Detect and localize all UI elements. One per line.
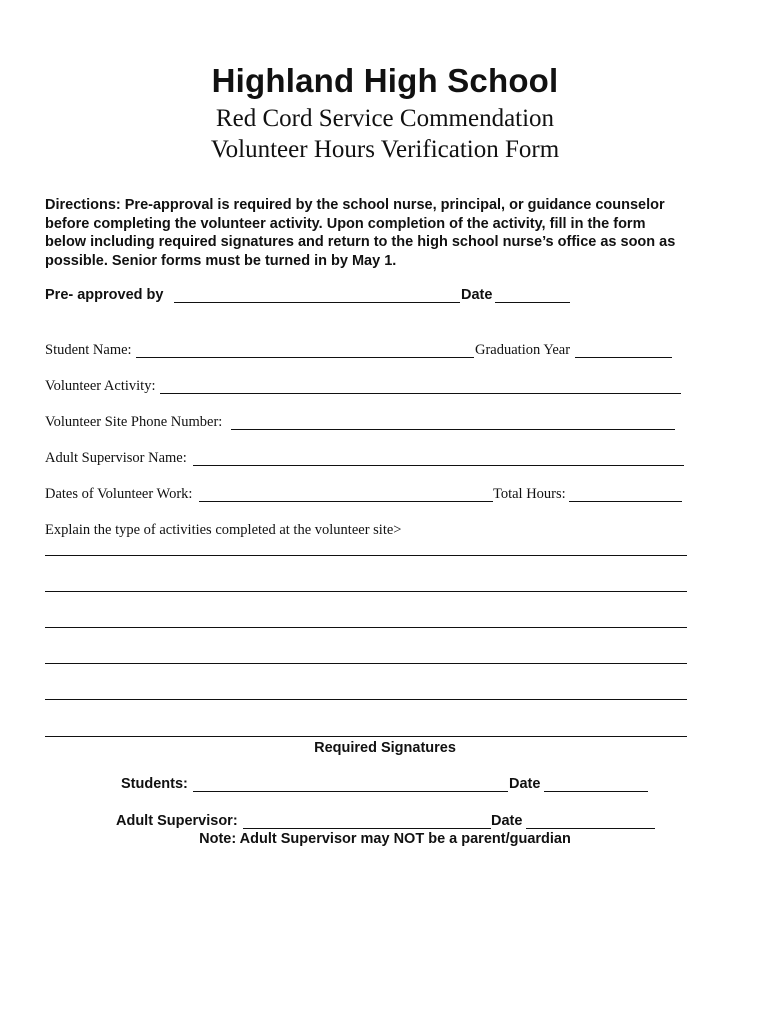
graduation-year-label: Graduation Year: [475, 342, 571, 358]
adult-supervisor-name-field[interactable]: [193, 465, 684, 466]
dates-of-work-label: Dates of Volunteer Work:: [45, 486, 193, 502]
explain-activities-line[interactable]: [45, 591, 687, 592]
directions-line: before completing the volunteer activity. Upon completion of the activity, fill in the form: [45, 215, 646, 232]
explain-activities-line[interactable]: [45, 663, 687, 664]
directions-line: possible. Senior forms must be turned in by May 1.: [45, 252, 397, 269]
explain-activities-line[interactable]: [45, 627, 687, 628]
students-date-label: Date: [509, 776, 541, 792]
explain-activities-prompt: Explain the type of activities completed at the volunteer site>: [45, 522, 402, 538]
page-title: Highland High School: [211, 62, 559, 99]
students-signature-field[interactable]: [193, 791, 508, 792]
students-date-field[interactable]: [544, 791, 648, 792]
total-hours-label: Total Hours:: [493, 486, 566, 502]
site-phone-field[interactable]: [231, 429, 675, 430]
form-subtitle-verification: Volunteer Hours Verification Form: [210, 136, 560, 163]
adult-supervisor-name-label: Adult Supervisor Name:: [45, 450, 187, 466]
adult-supervisor-signature-label: Adult Supervisor:: [116, 813, 238, 829]
adult-supervisor-signature-field[interactable]: [243, 828, 491, 829]
required-signatures-heading: Required Signatures: [314, 740, 456, 756]
graduation-year-field[interactable]: [575, 357, 672, 358]
preapproved-by-field[interactable]: [174, 302, 460, 303]
preapproved-by-label: Pre- approved by: [45, 287, 164, 303]
students-signature-label: Students:: [121, 776, 188, 792]
total-hours-field[interactable]: [569, 501, 682, 502]
preapproval-date-label: Date: [461, 287, 493, 303]
explain-activities-line[interactable]: [45, 555, 687, 556]
site-phone-label: Volunteer Site Phone Number:: [45, 414, 223, 430]
volunteer-activity-field[interactable]: [160, 393, 681, 394]
directions-line: below including required signatures and return to the high school nurse’s office as soon as: [45, 234, 676, 250]
form-subtitle-commendation: Red Cord Service Commendation: [215, 105, 555, 132]
explain-activities-line[interactable]: [45, 699, 687, 700]
volunteer-activity-label: Volunteer Activity:: [45, 378, 156, 394]
directions-line: Directions: Pre-approval is required by the school nurse, principal, or guidance counselor: [45, 197, 665, 213]
dates-of-work-field[interactable]: [199, 501, 493, 502]
adult-supervisor-date-label: Date: [491, 813, 523, 829]
supervisor-note: Note: Adult Supervisor may NOT be a parent/guardian: [199, 831, 571, 847]
student-name-label: Student Name:: [45, 342, 132, 358]
student-name-field[interactable]: [136, 357, 474, 358]
adult-supervisor-date-field[interactable]: [526, 828, 655, 829]
explain-activities-line[interactable]: [45, 736, 687, 737]
directions-paragraph: [45, 196, 725, 270]
preapproval-date-field[interactable]: [495, 302, 570, 303]
